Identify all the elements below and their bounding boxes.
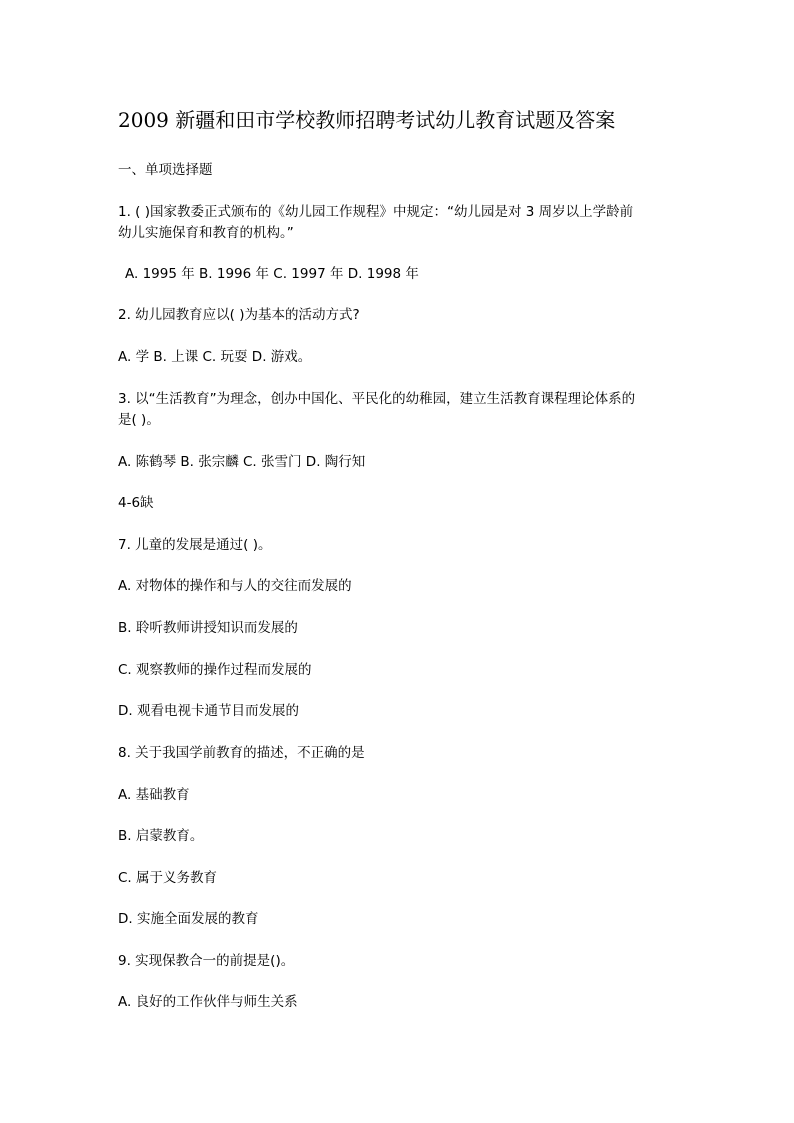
missing-questions-note: 4-6缺: [118, 495, 154, 511]
question-8: 8. 关于我国学前教育的描述，不正确的是: [118, 745, 365, 761]
question-1-line-1: 1. ( )国家教委正式颁布的《幼儿园工作规程》中规定：“幼儿园是对 3 周岁以上学龄前: [118, 204, 634, 220]
question-3-line-1: 3. 以“生活教育”为理念，创办中国化、平民化的幼稚园，建立生活教育课程理论体系的: [118, 391, 636, 407]
question-8-option-d: D. 实施全面发展的教育: [118, 911, 259, 927]
question-9-option-a: A. 良好的工作伙伴与师生关系: [118, 994, 298, 1010]
question-8-option-b: B. 启蒙教育。: [118, 828, 204, 844]
question-8-option-c: C. 属于义务教育: [118, 870, 218, 886]
question-1-options: A. 1995 年 B. 1996 年 C. 1997 年 D. 1998 年: [125, 266, 419, 282]
question-7: 7. 儿童的发展是通过( )。: [118, 537, 272, 553]
question-1-line-2: 幼儿实施保育和教育的机构。”: [118, 225, 294, 241]
question-7-option-a: A. 对物体的操作和与人的交往而发展的: [118, 578, 352, 594]
question-7-option-b: B. 聆听教师讲授知识而发展的: [118, 620, 298, 636]
question-7-option-c: C. 观察教师的操作过程而发展的: [118, 662, 312, 678]
question-2-options: A. 学 B. 上课 C. 玩耍 D. 游戏。: [118, 349, 312, 365]
question-2: 2. 幼儿园教育应以( )为基本的活动方式?: [118, 307, 360, 323]
question-9: 9. 实现保教合一的前提是()。: [118, 953, 295, 969]
question-7-option-d: D. 观看电视卡通节目而发展的: [118, 703, 299, 719]
question-8-option-a: A. 基础教育: [118, 787, 190, 803]
document-title: 2009 新疆和田市学校教师招聘考试幼儿教育试题及答案: [118, 108, 616, 132]
question-3-options: A. 陈鹤琴 B. 张宗麟 C. 张雪门 D. 陶行知: [118, 454, 366, 470]
question-3-line-2: 是( )。: [118, 412, 160, 428]
section-heading: 一、单项选择题: [118, 162, 213, 178]
